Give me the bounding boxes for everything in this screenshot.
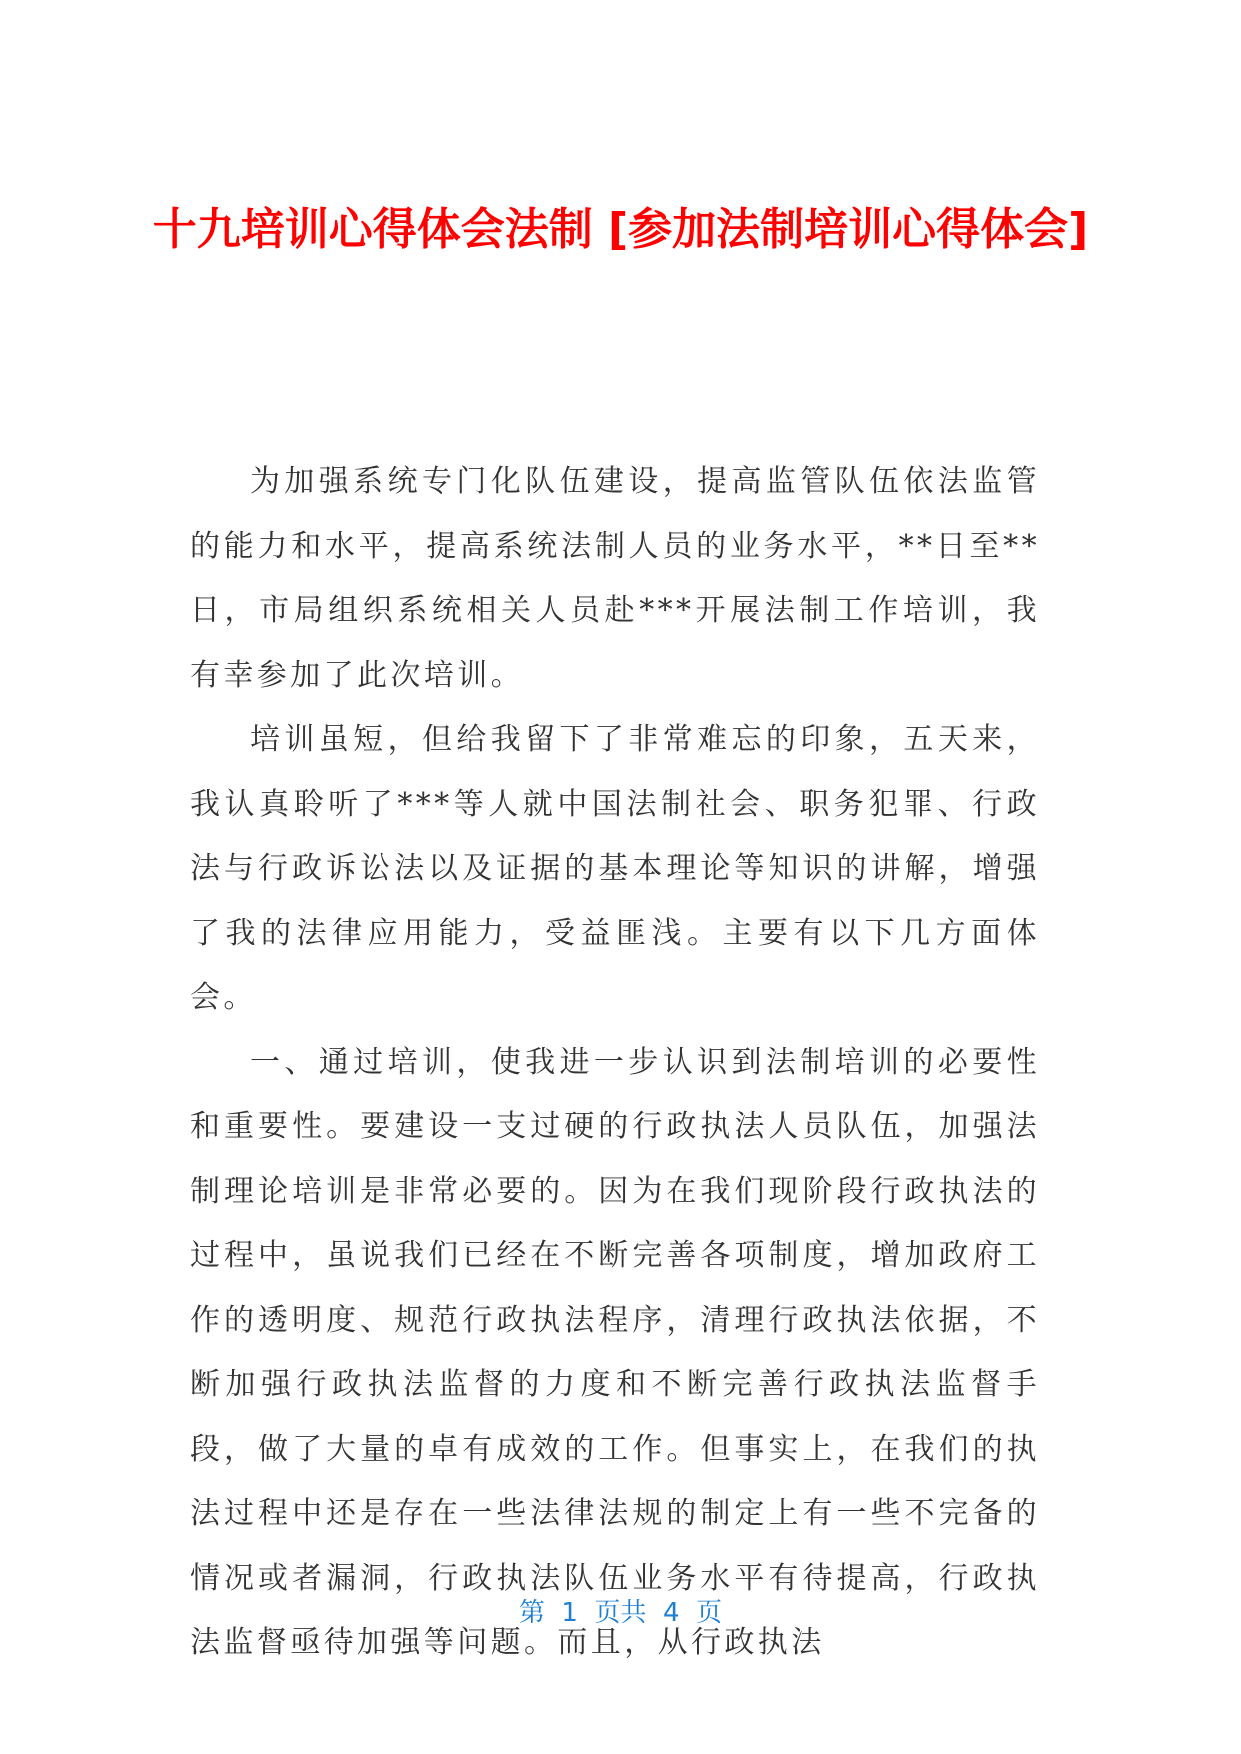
- document-body: [190, 450, 1040, 1676]
- paragraph: 一、通过培训，使我进一步认识到法制培训的必要性和重要性。要建设一支过硬的行政执法人员队伍，加强法制理论培训是非常必要的。因为在我们现阶段行政执法的过程中，虽说我们已经在不断完善各项制度，增加政府工作的透明度、规范行政执法程序，清理行政执法依据，不断加强行政执法监督的力度和不断完善行政执法监督手段，做了大量的卓有成效的工作。但事实上，在我们的执法过程中还是存在一些法律法规的制定上有一些不完备的情况或者漏洞，行政执法队伍业务水平有待提高，行政执法监督亟待加强等问题。而且，从行政执法: [190, 1044, 1040, 1660]
- document-title: 十九培训心得体会法制 [参加法制培训心得体会]: [152, 204, 1089, 255]
- page-number: 第 1 页共 4 页: [518, 1598, 723, 1628]
- paragraph: 培训虽短，但给我留下了非常难忘的印象，五天来，我认真聆听了***等人就中国法制社会、职务犯罪、行政法与行政诉讼法以及证据的基本理论等知识的讲解，增强了我的法律应用能力，受益匪浅。主要有以下几方面体会。: [190, 722, 1040, 1015]
- paragraph: 为加强系统专门化队伍建设，提高监管队伍依法监管的能力和水平，提高系统法制人员的业务水平，**日至**日，市局组织系统相关人员赴***开展法制工作培训，我有幸参加了此次培训。: [190, 464, 1040, 693]
